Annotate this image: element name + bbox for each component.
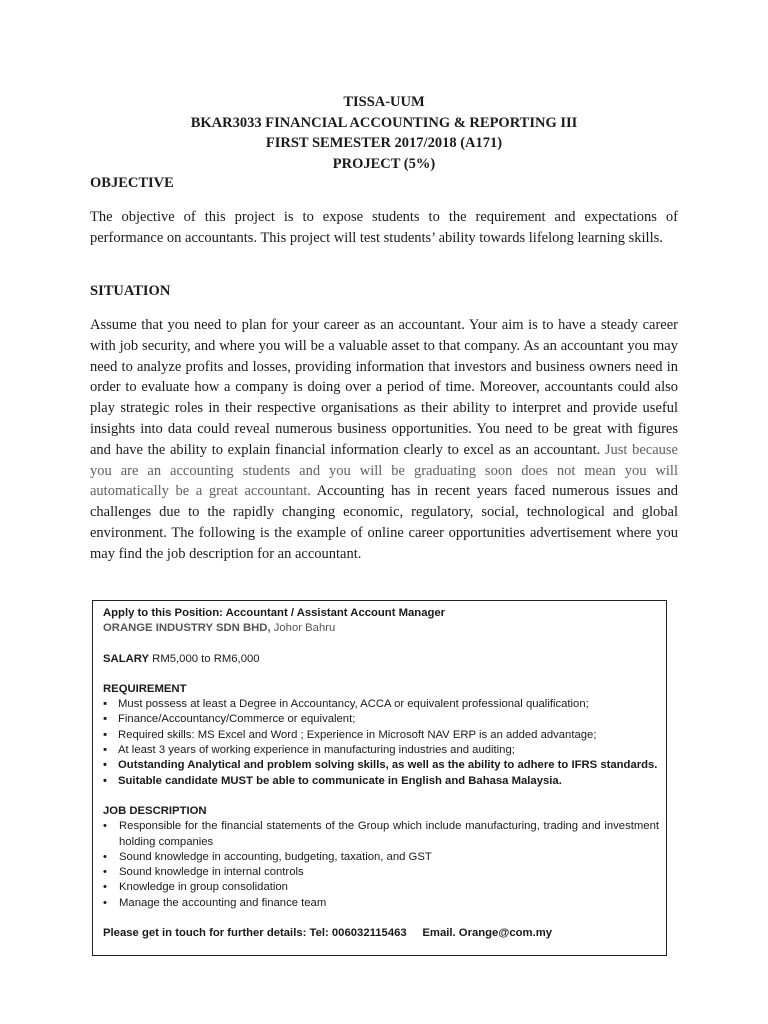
job-description-list	[103, 819, 659, 911]
bullet-icon: •	[103, 896, 107, 909]
header-institution: TISSA-UUM	[343, 94, 425, 110]
list-item: ▪ Finance/Accountancy/Commerce or equivalent;	[103, 712, 659, 727]
salary-label: SALARY	[103, 652, 150, 665]
contact-details	[103, 926, 659, 941]
company-location: Johor Bahru	[270, 622, 336, 635]
bullet-icon: •	[103, 759, 107, 772]
bullet-icon: ▪	[103, 728, 108, 741]
header-semester: FIRST SEMESTER 2017/2018 (A171)	[265, 135, 503, 151]
list-item: • Suitable candidate MUST be able to communicate in English and Bahasa Malaysia.	[103, 774, 659, 789]
bullet-icon: ▪	[103, 713, 108, 726]
header-course: BKAR3033 FINANCIAL ACCOUNTING & REPORTING III	[190, 114, 578, 131]
list-item: • Sound knowledge in internal controls	[103, 865, 659, 880]
list-item: ▪ Required skills: MS Excel and Word ; Experience in Microsoft NAV ERP is an added advantage;	[103, 728, 659, 743]
header-project: PROJECT (5%)	[332, 155, 436, 172]
list-item: • Outstanding Analytical and problem solving skills, as well as the ability to adhere to IFRS standards.	[103, 758, 659, 773]
company-name: ORANGE INDUSTRY SDN BHD,	[103, 622, 271, 635]
list-item: • Knowledge in group consolidation	[103, 880, 659, 895]
bullet-icon: •	[103, 820, 107, 833]
list-item: • Responsible for the financial statements of the Group which include manufacturing, trading and investment holding companies	[103, 820, 659, 848]
situation-heading: SITUATION	[90, 283, 171, 299]
situation-text-highlight: Just because you are an accounting students and you will be graduating soon does not mean you will automatically be a great accountant.	[90, 441, 678, 500]
bullet-icon: •	[103, 881, 107, 894]
list-item: ▪ At least 3 years of working experience in manufacturing industries and auditing;	[103, 743, 659, 758]
list-item: • Sound knowledge in accounting, budgeting, taxation, and GST	[103, 850, 659, 865]
bullet-icon: ▪	[103, 698, 108, 711]
objective-paragraph: The objective of this project is to expose students to the requirement and expectations of performance on accountants. This project will test students’ ability towards lifelong learning skills.	[90, 209, 678, 246]
bullet-icon: •	[103, 850, 107, 863]
bullet-icon: ▪	[103, 744, 108, 757]
contact-phone: Please get in touch for further details: Tel: 006032115463	[103, 927, 407, 940]
situation-text-part1: Assume that you need to plan for your career as an accountant. Your aim is to have a steady career with job security, and where you will be a valuable asset to that company. As an accountant you may need to analyze profits and losses, providing information that investors and business owners need in order to evaluate how a company is doing over a period of time. Moreover, accountants could also play strategic roles in their respective organisations as their ability to interpret and provide useful insights into data could reveal numerous business opportunities. You need to be great with figures and have the ability to explain financial information clearly to excel as an accountant.	[90, 317, 678, 458]
job-salary	[103, 652, 659, 667]
list-item: ▪ Must possess at least a Degree in Accountancy, ACCA or equivalent professional qualification;	[103, 697, 659, 712]
salary-value: RM5,000 to RM6,000	[149, 652, 260, 665]
contact-email: Email. Orange@com.my	[422, 927, 553, 940]
bullet-icon: •	[103, 774, 107, 787]
requirement-heading: REQUIREMENT	[103, 682, 187, 695]
job-company	[103, 621, 659, 636]
objective-heading: OBJECTIVE	[90, 175, 174, 191]
situation-paragraph	[90, 315, 678, 565]
situation-text-part3: Accounting has in recent years faced numerous issues and challenges due to the rapidly changing economic, regulatory, social, technological and global environment. The following is the example of online career opportunities advertisement where you may find the job description for an accountant.	[90, 483, 679, 562]
job-advertisement-box	[92, 600, 667, 956]
list-item: • Manage the accounting and finance team	[103, 896, 659, 911]
job-description-heading: JOB DESCRIPTION	[103, 804, 207, 817]
document-header	[0, 92, 768, 174]
requirement-list	[103, 697, 659, 789]
job-title: Apply to this Position: Accountant / Assistant Account Manager	[103, 607, 446, 619]
bullet-icon: •	[103, 866, 107, 879]
